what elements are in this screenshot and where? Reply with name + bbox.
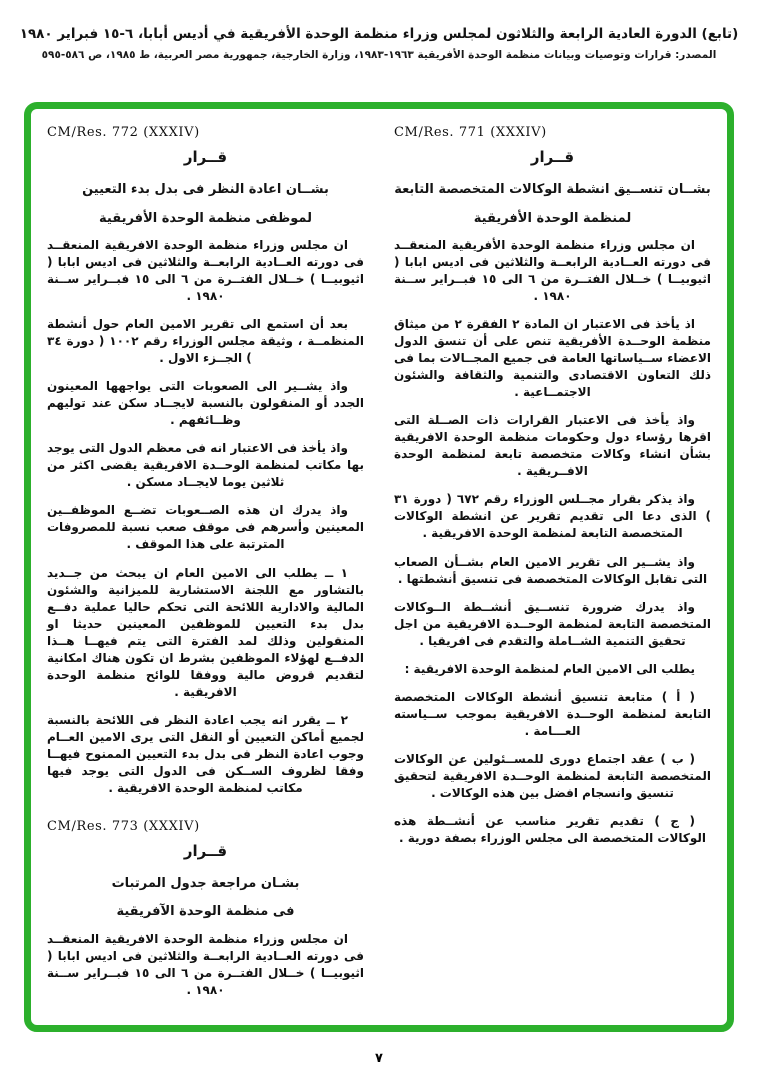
page-header	[10, 26, 748, 61]
resolution-773-subtitle: بشـان مراجعة جدول المرتبات	[111, 875, 300, 891]
resolution-list-item-c: ( ج ) تقديم تقرير مناسب عن أنشــطة هذه الوكالات المتخصصة الى مجلس الوزراء بصفة دورية .	[394, 813, 707, 845]
resolution-list-item-a: ( أ ) متابعة تنسيق أنشطة الوكالات المتخصصة التابعة لمنظمة الوحــدة الافريقية بموجب ســياسته العـــامة .	[394, 689, 711, 738]
resolution-list-item-b: ( ب ) عقد اجتماع دورى للمســئولين عن الوكالات المتخصصة التابعة لمنظمة الوحــدة الافريقية لتحقيق تنسيق وانسجام افضل بين هذه الوكالات .	[394, 751, 711, 800]
header-session-line: (تابع) الدورة العادية الرابعة والثلاثون لمجلس وزراء منظمة الوحدة الأفريقية في أديس أبابا، ٦-١٥ فبراير ١٩٨٠	[19, 26, 739, 42]
resolution-771-ref: CM/Res. 771 (XXXIV)	[394, 125, 547, 140]
green-border-frame	[24, 102, 734, 1032]
resolution-771-subtitle: لمنظمة الوحدة الأفريقية	[473, 210, 632, 226]
resolution-paragraph: واذ يدرك ضرورة تنســيق أنشــطة الــوكالات المتخصصة التابعة لمنظمة الوحــدة الافريقية من اجل تحقيق التنمية الشــاملة والتقدم فى افريقيا .	[394, 599, 711, 648]
column-left	[47, 125, 364, 1015]
resolution-771-title: قــرار	[530, 148, 575, 166]
resolution-773-title: قــرار	[183, 841, 228, 860]
resolution-paragraph: واذ يشــير الى تقرير الامين العام بشــأن الصعاب التى تقابل الوكالات المتخصصة فى تنسيق أنشطتها .	[394, 554, 708, 586]
resolution-773-ref: CM/Res. 773 (XXXIV)	[47, 818, 200, 834]
resolution-paragraph: اذ يأخذ فى الاعتبار ان المادة ٢ الفقرة ٢ من ميثاق منظمة الوحــدة الأفريقية تنص على أن تنسق الدول الاعضاء ســياساتها العامة فى جميع المجــالات بما فى ذلك التعاون الاقتصادى والتنمية والثقافة والشئون الاجتمــاعية .	[394, 317, 711, 400]
resolution-773-body	[47, 931, 364, 999]
resolution-paragraph: ان مجلس وزراء منظمة الوحدة الأفريقية المنعقــد فى دورته العــادية الرابعــة والثلاثين فى اديس ابابا ( اثيوبيــا ) خــلال الفتــرة من ٦ الى ١٥ فبــراير ســنة ١٩٨٠ .	[394, 238, 711, 304]
resolution-773-subtitle: فى منظمة الوحدة الآفريقية	[116, 904, 295, 920]
resolution-772-body	[47, 237, 364, 797]
resolution-772-subtitle: بشــان اعادة النظر فى بدل بدء التعيين	[82, 182, 329, 197]
resolution-paragraph: واذ يدرك ان هذه الصــعوبات تضــع الموظفــين المعينين وأسرهم فى موقف صعب نسبة للمصروفات المترتبة على هذا الموقف .	[47, 503, 364, 552]
resolution-paragraph: واذ يذكر بقرار مجــلس الوزراء رقم ٦٧٢ ( دورة ٣١ ) الذى دعا الى تقديم تقرير عن انشطة الوكالات المتخصصة التابعة لمنظمة الوحدة الافريقية .	[394, 492, 711, 541]
resolution-paragraph: ان مجلس وزراء منظمة الوحدة الافريقية المنعقــد فى دورته العــادية الرابعــة والثلاثين فى اديس ابابا ( اثيوبيــا ) خــلال الفتــرة من ٦ الى ١٥ فبــراير ســنة ١٩٨٠ .	[47, 931, 364, 997]
resolution-operative-1: ١ ــ يطلب الى الامين العام ان يبحث من جــديد بالتشاور مع اللجنة الاستشارية للميزانية والشئون المالية والادارية اللائحة التى تحكم حاليا عملية دفــع بدل بدء التعيين للموظفين المعينين حديثا او المنقولين وذلك لمد الفترة التى يتم فيهــا هــذا الدفــع لهؤلاء الموظفين بشرط ان تكون هناك امكانية لتقديم قروض مالية ووفقا للوائح منظمة الوحدة الافريقية .	[47, 565, 364, 699]
resolution-772-ref: CM/Res. 772 (XXXIV)	[47, 125, 200, 140]
resolution-771	[394, 125, 711, 847]
resolution-paragraph: واذ يأخذ فى الاعتبار انه فى معظم الدول التى يوجد بها مكاتب لمنظمة الوحــدة الافريقية يقضى اكثر من ثلاثين يوما لايجــاد مسكن .	[47, 441, 364, 490]
resolution-paragraph: بعد أن استمع الى تقرير الامين العام حول أنشطة المنظمــة ، وثيقة مجلس الوزراء رقم ١٠٠٢ ( دورة ٣٤ ) الجــزء الاول .	[47, 317, 364, 366]
resolution-772-title: قــرار	[183, 148, 228, 166]
resolution-paragraph: واذ يشــير الى الصعوبات التى يواجهها المعينون الجدد أو المنقولون بالنسبة لايجــاد سكن عند توليهم وظــائفهم .	[47, 379, 364, 428]
page-number: ٧	[375, 1051, 383, 1066]
column-right	[394, 125, 711, 1015]
header-source-line: المصدر: قرارات وتوصيات وبيانات منظمة الوحدة الأفريقية ١٩٦٣-١٩٨٣، وزارة الخارجية، جمهورية مصر العربية، ط ١٩٨٥، ص ٥٨٦-٥٩٥	[41, 49, 717, 61]
resolution-771-body	[394, 237, 711, 847]
resolution-772	[47, 125, 364, 797]
resolution-paragraph: يطلب الى الامين العام لمنظمة الوحدة الافريقية :	[404, 661, 695, 676]
resolution-772-subtitle: لموظفى منظمة الوحدة الأفريقية	[99, 210, 312, 226]
resolution-771-subtitle: بشــان تنســيق انشطة الوكالات المتخصصة التابعة	[394, 182, 711, 197]
resolution-operative-2: ٢ ــ يقرر انه يجب اعادة النظر فى اللائحة بالنسبة لجميع أماكن التعيين أو النقل التى يرى الامين العــام وجوب اعادة النظر فى بدل بدء التعيين الممنوح فيهــا وفقا لظروف الســكن فى الدول التى يوجد فيها مكاتب لمنظمة الوحدة الافريقية .	[47, 712, 364, 795]
resolution-773	[47, 819, 364, 999]
resolution-paragraph: واذ يأخذ فى الاعتبار القرارات ذات الصــلة التى اقرها رؤساء دول وحكومات منظمة الوحدة الافريقية بشأن انشاء وكالات متخصصة تابعة لمنظمة الوحدة الافــريقية .	[394, 413, 711, 479]
two-column-layout	[47, 125, 711, 1015]
resolution-paragraph: ان مجلس وزراء منظمة الوحدة الافريقية المنعقــد فى دورته العــادية الرابعــة والثلاثين فى اديس ابابا ( اثيوبيــا ) خــلال الفتــرة من ٦ الى ١٥ فبــراير ســنة ١٩٨٠ .	[47, 238, 364, 304]
